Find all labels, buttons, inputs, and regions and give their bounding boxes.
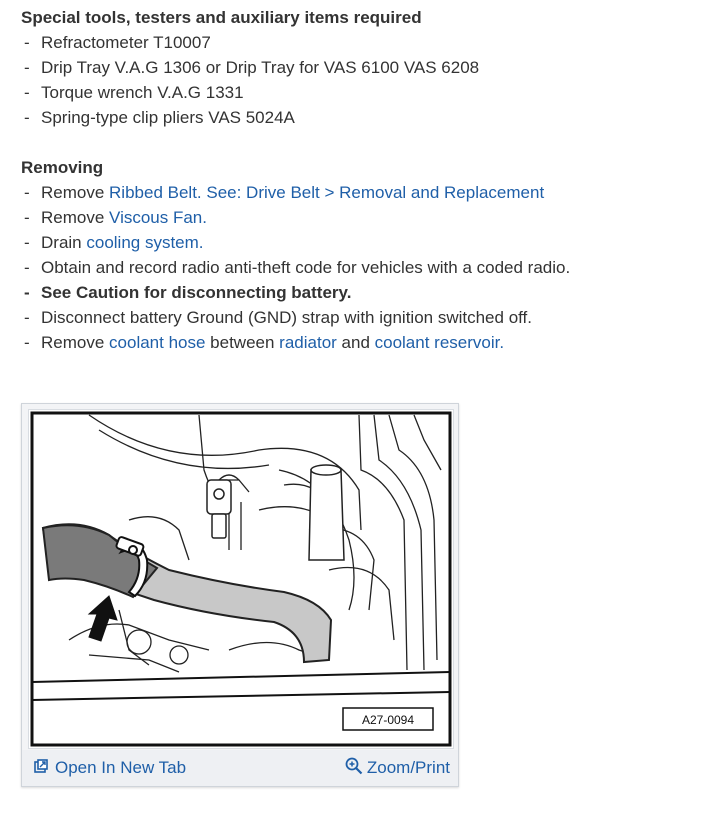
list-item: - Disconnect battery Ground (GND) strap with ignition switched off.: [24, 308, 533, 327]
radiator-link[interactable]: radiator: [279, 333, 337, 352]
list-item: - Remove Viscous Fan.: [24, 208, 207, 227]
list-item: - Obtain and record radio anti-theft code for vehicles with a coded radio.: [24, 258, 571, 277]
magnifier-plus-icon: [345, 757, 363, 780]
coolant-hose-illustration: [29, 410, 453, 748]
list-item: - Remove Ribbed Belt. See: Drive Belt > Removal and Replacement: [24, 183, 545, 202]
step-text: Remove: [41, 333, 110, 352]
tool-text: Torque wrench V.A.G 1331: [41, 83, 244, 102]
list-item: - See Caution for disconnecting battery.: [24, 283, 352, 302]
coolant-reservoir-link[interactable]: coolant reservoir: [374, 333, 500, 352]
tool-text: Drip Tray V.A.G 1306 or Drip Tray for VAS 6100 VAS 6208: [41, 58, 480, 77]
list-item: - Drain cooling system.: [24, 233, 204, 252]
figure-label: A27-0094: [361, 713, 415, 727]
list-item: - Refractometer T10007: [24, 33, 211, 52]
caution-text: See Caution for disconnecting battery.: [41, 283, 352, 302]
step-text: and: [336, 333, 375, 352]
zoom-print-button[interactable]: [345, 755, 450, 781]
step-text: Remove: [41, 208, 110, 227]
open-in-new-tab-button[interactable]: [34, 755, 186, 781]
figure-footer: [22, 750, 458, 786]
step-text: Obtain and record radio anti-theft code for vehicles with a coded radio.: [41, 258, 571, 277]
tool-text: Refractometer T10007: [41, 33, 211, 52]
open-in-new-tab-label: Open In New Tab: [55, 758, 187, 777]
list-item: - Remove coolant hose between radiator and coolant reservoir.: [24, 333, 505, 352]
tool-text: Spring-type clip pliers VAS 5024A: [41, 108, 295, 127]
list-item: - Torque wrench V.A.G 1331: [24, 83, 244, 102]
coolant-hose-link[interactable]: coolant hose: [109, 333, 206, 352]
ribbed-belt-link[interactable]: Ribbed Belt. See: Drive Belt > Removal and Replacement: [109, 183, 545, 202]
step-punct: .: [198, 233, 204, 252]
removing-heading: Removing: [21, 158, 104, 177]
spacer: [21, 130, 711, 155]
removing-steps: [21, 180, 711, 355]
zoom-print-label: Zoom/Print: [366, 758, 450, 777]
step-text: Disconnect battery Ground (GND) strap with ignition switched off.: [41, 308, 533, 327]
figure-card: [21, 403, 459, 787]
list-item: - Drip Tray V.A.G 1306 or Drip Tray for VAS 6100 VAS 6208: [24, 58, 480, 77]
cooling-system-link[interactable]: cooling system: [86, 233, 199, 252]
step-punct: .: [202, 208, 207, 227]
step-punct: .: [499, 333, 505, 352]
external-link-icon: [34, 758, 48, 778]
tools-list: [21, 30, 711, 130]
step-text: Drain: [41, 233, 87, 252]
document-content: [21, 5, 711, 355]
viscous-fan-link[interactable]: Viscous Fan: [109, 208, 203, 227]
step-text: between: [205, 333, 280, 352]
step-text: Remove: [41, 183, 110, 202]
figure-image[interactable]: [28, 409, 454, 749]
tools-heading: Special tools, testers and auxiliary items required: [21, 8, 422, 27]
list-item: - Spring-type clip pliers VAS 5024A: [24, 108, 295, 127]
